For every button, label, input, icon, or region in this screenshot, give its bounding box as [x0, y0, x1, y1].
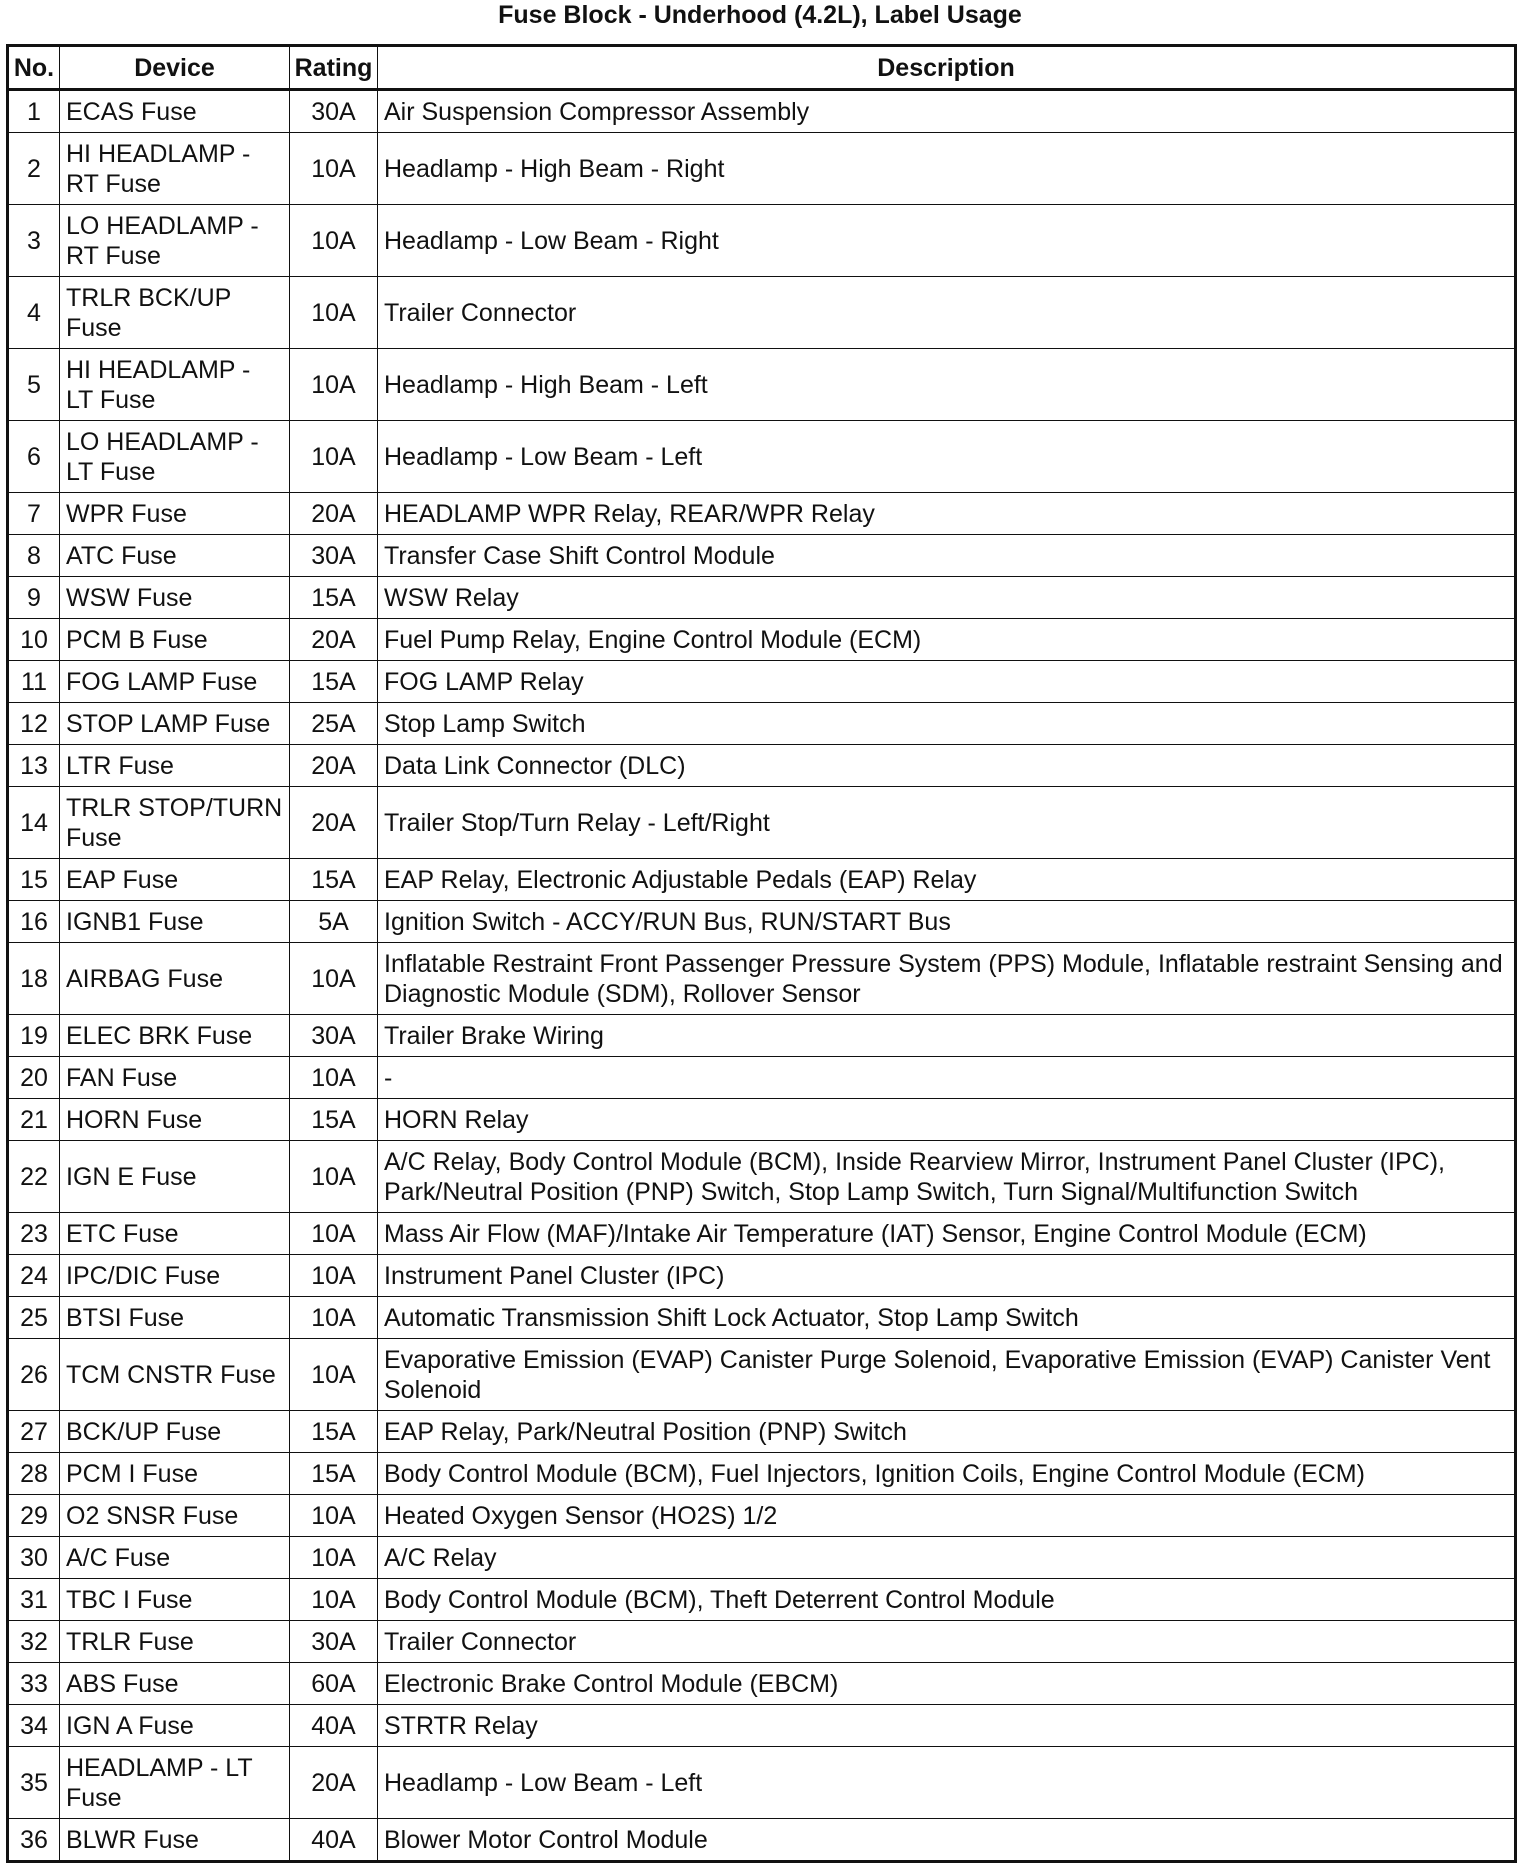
- fuse-description: Instrument Panel Cluster (IPC): [378, 1255, 1516, 1297]
- device-name: IGN A Fuse: [60, 1705, 290, 1747]
- fuse-number: 2: [8, 133, 60, 205]
- fuse-rating: 10A: [290, 1537, 378, 1579]
- table-row: [8, 619, 1516, 661]
- table-row: [8, 1819, 1516, 1862]
- table-row: [8, 1411, 1516, 1453]
- table-row: [8, 1213, 1516, 1255]
- fuse-number: 27: [8, 1411, 60, 1453]
- fuse-number: 8: [8, 535, 60, 577]
- fuse-number: 20: [8, 1057, 60, 1099]
- fuse-description: Trailer Connector: [378, 1621, 1516, 1663]
- fuse-rating: 20A: [290, 493, 378, 535]
- fuse-description: EAP Relay, Park/Neutral Position (PNP) Switch: [378, 1411, 1516, 1453]
- table-row: [8, 943, 1516, 1015]
- fuse-description: Fuel Pump Relay, Engine Control Module (ECM): [378, 619, 1516, 661]
- fuse-rating: 15A: [290, 859, 378, 901]
- fuse-description: Body Control Module (BCM), Theft Deterrent Control Module: [378, 1579, 1516, 1621]
- device-name: ETC Fuse: [60, 1213, 290, 1255]
- fuse-description: Trailer Stop/Turn Relay - Left/Right: [378, 787, 1516, 859]
- device-name: WSW Fuse: [60, 577, 290, 619]
- fuse-number: 24: [8, 1255, 60, 1297]
- fuse-number: 1: [8, 90, 60, 133]
- table-row: [8, 1297, 1516, 1339]
- fuse-description: EAP Relay, Electronic Adjustable Pedals (EAP) Relay: [378, 859, 1516, 901]
- fuse-rating: 10A: [290, 1255, 378, 1297]
- table-row: [8, 1255, 1516, 1297]
- device-name: HEADLAMP - LT Fuse: [60, 1747, 290, 1819]
- device-name: BCK/UP Fuse: [60, 1411, 290, 1453]
- table-row: [8, 745, 1516, 787]
- table-row: [8, 577, 1516, 619]
- fuse-description: Blower Motor Control Module: [378, 1819, 1516, 1862]
- device-name: FAN Fuse: [60, 1057, 290, 1099]
- fuse-rating: 5A: [290, 901, 378, 943]
- fuse-rating: 10A: [290, 1297, 378, 1339]
- device-name: BLWR Fuse: [60, 1819, 290, 1862]
- column-header-rating: Rating: [290, 46, 378, 90]
- device-name: O2 SNSR Fuse: [60, 1495, 290, 1537]
- table-row: [8, 1705, 1516, 1747]
- header-row: [8, 46, 1516, 90]
- fuse-rating: 10A: [290, 1579, 378, 1621]
- fuse-description: Heated Oxygen Sensor (HO2S) 1/2: [378, 1495, 1516, 1537]
- fuse-description: Headlamp - Low Beam - Left: [378, 1747, 1516, 1819]
- fuse-rating: 10A: [290, 133, 378, 205]
- fuse-description: Trailer Connector: [378, 277, 1516, 349]
- fuse-rating: 10A: [290, 1339, 378, 1411]
- device-name: PCM I Fuse: [60, 1453, 290, 1495]
- fuse-description: Transfer Case Shift Control Module: [378, 535, 1516, 577]
- table-row: [8, 1747, 1516, 1819]
- device-name: TRLR Fuse: [60, 1621, 290, 1663]
- device-name: ELEC BRK Fuse: [60, 1015, 290, 1057]
- fuse-number: 22: [8, 1141, 60, 1213]
- device-name: TRLR STOP/TURN Fuse: [60, 787, 290, 859]
- fuse-rating: 15A: [290, 661, 378, 703]
- fuse-description: Headlamp - High Beam - Right: [378, 133, 1516, 205]
- device-name: ABS Fuse: [60, 1663, 290, 1705]
- device-name: FOG LAMP Fuse: [60, 661, 290, 703]
- table-row: [8, 349, 1516, 421]
- fuse-number: 15: [8, 859, 60, 901]
- fuse-rating: 40A: [290, 1819, 378, 1862]
- table-row: [8, 901, 1516, 943]
- fuse-number: 13: [8, 745, 60, 787]
- fuse-number: 28: [8, 1453, 60, 1495]
- fuse-description: Automatic Transmission Shift Lock Actuator, Stop Lamp Switch: [378, 1297, 1516, 1339]
- table-row: [8, 1663, 1516, 1705]
- fuse-number: 9: [8, 577, 60, 619]
- fuse-number: 6: [8, 421, 60, 493]
- fuse-number: 23: [8, 1213, 60, 1255]
- table-row: [8, 1339, 1516, 1411]
- fuse-number: 21: [8, 1099, 60, 1141]
- fuse-rating: 15A: [290, 1453, 378, 1495]
- device-name: STOP LAMP Fuse: [60, 703, 290, 745]
- fuse-rating: 10A: [290, 1141, 378, 1213]
- fuse-rating: 20A: [290, 619, 378, 661]
- fuse-description: A/C Relay, Body Control Module (BCM), Inside Rearview Mirror, Instrument Panel Cluster (IPC), Park/Neutral Position (PNP) Switch, Stop Lamp Switch, Turn Signal/Multifunction Switch: [378, 1141, 1516, 1213]
- table-row: [8, 1495, 1516, 1537]
- fuse-number: 25: [8, 1297, 60, 1339]
- fuse-description: STRTR Relay: [378, 1705, 1516, 1747]
- fuse-number: 26: [8, 1339, 60, 1411]
- table-row: [8, 1621, 1516, 1663]
- fuse-description: A/C Relay: [378, 1537, 1516, 1579]
- device-name: LO HEADLAMP - RT Fuse: [60, 205, 290, 277]
- device-name: LTR Fuse: [60, 745, 290, 787]
- table-row: [8, 493, 1516, 535]
- fuse-number: 29: [8, 1495, 60, 1537]
- fuse-rating: 30A: [290, 535, 378, 577]
- fuse-rating: 15A: [290, 1411, 378, 1453]
- fuse-rating: 20A: [290, 1747, 378, 1819]
- fuse-description: Evaporative Emission (EVAP) Canister Purge Solenoid, Evaporative Emission (EVAP) Canister Vent Solenoid: [378, 1339, 1516, 1411]
- fuse-rating: 10A: [290, 943, 378, 1015]
- device-name: HI HEADLAMP - RT Fuse: [60, 133, 290, 205]
- fuse-rating: 10A: [290, 277, 378, 349]
- fuse-description: Headlamp - High Beam - Left: [378, 349, 1516, 421]
- fuse-rating: 10A: [290, 349, 378, 421]
- fuse-description: Data Link Connector (DLC): [378, 745, 1516, 787]
- device-name: BTSI Fuse: [60, 1297, 290, 1339]
- device-name: TRLR BCK/UP Fuse: [60, 277, 290, 349]
- device-name: HORN Fuse: [60, 1099, 290, 1141]
- fuse-number: 7: [8, 493, 60, 535]
- fuse-number: 10: [8, 619, 60, 661]
- table-row: [8, 859, 1516, 901]
- fuse-rating: 20A: [290, 745, 378, 787]
- fuse-description: Trailer Brake Wiring: [378, 1015, 1516, 1057]
- fuse-number: 4: [8, 277, 60, 349]
- table-row: [8, 90, 1516, 133]
- fuse-description: Headlamp - Low Beam - Right: [378, 205, 1516, 277]
- fuse-description: Headlamp - Low Beam - Left: [378, 421, 1516, 493]
- fuse-rating: 30A: [290, 1621, 378, 1663]
- table-body: [8, 90, 1516, 1862]
- fuse-rating: 10A: [290, 421, 378, 493]
- fuse-table: [6, 44, 1517, 1863]
- fuse-rating: 30A: [290, 1015, 378, 1057]
- device-name: AIRBAG Fuse: [60, 943, 290, 1015]
- fuse-number: 12: [8, 703, 60, 745]
- table-row: [8, 205, 1516, 277]
- table-row: [8, 703, 1516, 745]
- table-row: [8, 1141, 1516, 1213]
- table-row: [8, 535, 1516, 577]
- fuse-description: WSW Relay: [378, 577, 1516, 619]
- fuse-number: 33: [8, 1663, 60, 1705]
- fuse-description: Air Suspension Compressor Assembly: [378, 90, 1516, 133]
- fuse-description: Body Control Module (BCM), Fuel Injectors, Ignition Coils, Engine Control Module (ECM): [378, 1453, 1516, 1495]
- fuse-number: 5: [8, 349, 60, 421]
- device-name: IGNB1 Fuse: [60, 901, 290, 943]
- table-row: [8, 787, 1516, 859]
- table-row: [8, 1015, 1516, 1057]
- fuse-number: 18: [8, 943, 60, 1015]
- device-name: TCM CNSTR Fuse: [60, 1339, 290, 1411]
- device-name: EAP Fuse: [60, 859, 290, 901]
- fuse-rating: 60A: [290, 1663, 378, 1705]
- fuse-number: 19: [8, 1015, 60, 1057]
- fuse-number: 31: [8, 1579, 60, 1621]
- fuse-rating: 10A: [290, 1495, 378, 1537]
- fuse-number: 11: [8, 661, 60, 703]
- table-row: [8, 661, 1516, 703]
- fuse-rating: 10A: [290, 1057, 378, 1099]
- fuse-number: 35: [8, 1747, 60, 1819]
- table-row: [8, 1453, 1516, 1495]
- fuse-number: 32: [8, 1621, 60, 1663]
- fuse-number: 3: [8, 205, 60, 277]
- fuse-number: 34: [8, 1705, 60, 1747]
- device-name: ATC Fuse: [60, 535, 290, 577]
- fuse-description: FOG LAMP Relay: [378, 661, 1516, 703]
- fuse-description: Mass Air Flow (MAF)/Intake Air Temperature (IAT) Sensor, Engine Control Module (ECM): [378, 1213, 1516, 1255]
- device-name: IGN E Fuse: [60, 1141, 290, 1213]
- fuse-rating: 20A: [290, 787, 378, 859]
- table-row: [8, 1099, 1516, 1141]
- table-row: [8, 133, 1516, 205]
- table-row: [8, 1579, 1516, 1621]
- column-header-device: Device: [60, 46, 290, 90]
- table-row: [8, 1537, 1516, 1579]
- column-header-description: Description: [378, 46, 1516, 90]
- fuse-number: 36: [8, 1819, 60, 1862]
- fuse-description: Inflatable Restraint Front Passenger Pressure System (PPS) Module, Inflatable restraint Sensing and Diagnostic Module (SDM), Rollover Sensor: [378, 943, 1516, 1015]
- device-name: ECAS Fuse: [60, 90, 290, 133]
- fuse-number: 30: [8, 1537, 60, 1579]
- fuse-description: Ignition Switch - ACCY/RUN Bus, RUN/START Bus: [378, 901, 1516, 943]
- device-name: A/C Fuse: [60, 1537, 290, 1579]
- fuse-description: HEADLAMP WPR Relay, REAR/WPR Relay: [378, 493, 1516, 535]
- page-title: Fuse Block - Underhood (4.2L), Label Usage: [498, 1, 1022, 29]
- fuse-description: HORN Relay: [378, 1099, 1516, 1141]
- fuse-rating: 10A: [290, 1213, 378, 1255]
- table-row: [8, 277, 1516, 349]
- fuse-description: Electronic Brake Control Module (EBCM): [378, 1663, 1516, 1705]
- fuse-rating: 40A: [290, 1705, 378, 1747]
- device-name: HI HEADLAMP - LT Fuse: [60, 349, 290, 421]
- device-name: TBC I Fuse: [60, 1579, 290, 1621]
- fuse-rating: 10A: [290, 205, 378, 277]
- table-row: [8, 421, 1516, 493]
- fuse-rating: 15A: [290, 577, 378, 619]
- fuse-description: Stop Lamp Switch: [378, 703, 1516, 745]
- fuse-rating: 30A: [290, 90, 378, 133]
- table-row: [8, 1057, 1516, 1099]
- fuse-rating: 25A: [290, 703, 378, 745]
- fuse-number: 16: [8, 901, 60, 943]
- device-name: LO HEADLAMP - LT Fuse: [60, 421, 290, 493]
- column-header-no: No.: [8, 46, 60, 90]
- device-name: IPC/DIC Fuse: [60, 1255, 290, 1297]
- fuse-description: -: [378, 1057, 1516, 1099]
- device-name: PCM B Fuse: [60, 619, 290, 661]
- fuse-rating: 15A: [290, 1099, 378, 1141]
- fuse-number: 14: [8, 787, 60, 859]
- device-name: WPR Fuse: [60, 493, 290, 535]
